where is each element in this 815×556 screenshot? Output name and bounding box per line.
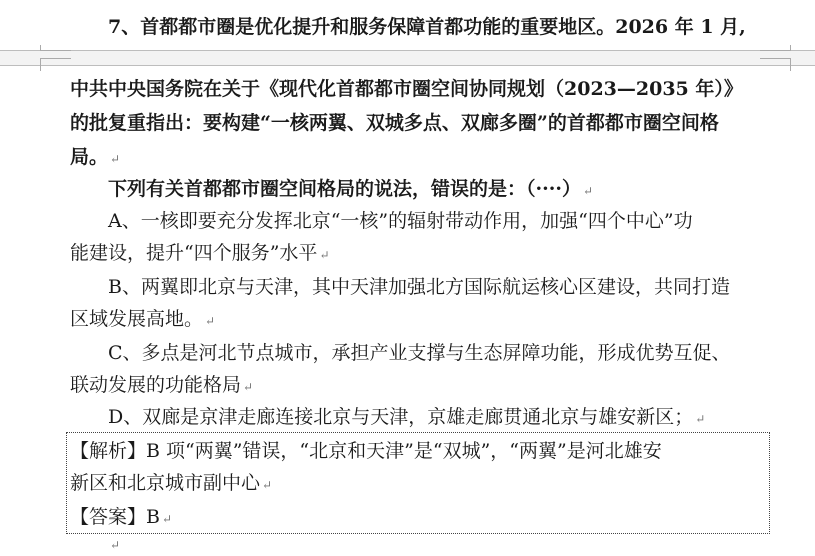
text: 中共中央国务院在关于《现代化首都都市圈空间协同规划（2023—2035 年）》 (70, 78, 743, 100)
question-intro-line-3 (70, 110, 719, 136)
margin-corner-bottom-right (760, 45, 791, 51)
text: 【解析】B 项“两翼”错误，“北京和天津”是“双城”，“两翼”是河北雄安 (70, 440, 662, 462)
text: 区域发展高地。 (70, 308, 204, 330)
option-a-line-1 (108, 208, 693, 234)
text: 局。 (70, 146, 109, 168)
text: 7、首都都市圈是优化提升和服务保障首都功能的重要地区。2026 年 1 月, (108, 16, 746, 38)
question-intro-line-2 (70, 76, 743, 102)
page-break-gap (0, 51, 815, 66)
text: B、两翼即北京与天津，其中天津加强北方国际航运核心区建设，共同打造 (108, 276, 730, 298)
question-intro-line-4 (70, 144, 120, 172)
option-a-line-2 (70, 240, 330, 268)
paragraph-mark: ↵ (110, 152, 121, 166)
paragraph-mark: ↵ (205, 314, 216, 328)
analysis-line-2 (70, 470, 272, 498)
text: 新区和北京城市副中心 (70, 472, 261, 494)
question-intro-line-1 (108, 14, 746, 40)
option-c-line-1 (108, 340, 731, 366)
text: 联动发展的功能格局 (70, 374, 242, 396)
text: D、双廊是京津走廊连接北京与天津，京雄走廊贯通北京与雄安新区； (108, 406, 694, 428)
margin-corner-top-left (40, 58, 71, 71)
paragraph-mark: ↵ (243, 380, 254, 394)
option-c-line-2 (70, 372, 253, 400)
paragraph-mark: ↵ (161, 512, 173, 526)
text: 下列有关首都都市圈空间格局的说法，错误的是：（····） (108, 178, 581, 200)
text: A、一核即要充分发挥北京“一核”的辐射带动作用，加强“四个中心”功 (108, 210, 693, 232)
margin-corner-top-right (760, 58, 791, 71)
paragraph-mark: ↵ (582, 184, 594, 198)
paragraph-mark: ↵ (110, 538, 121, 552)
analysis-line-1 (70, 438, 662, 464)
text: 能建设，提升“四个服务”水平 (70, 242, 318, 264)
option-d-line-1 (108, 404, 705, 432)
paragraph-mark: ↵ (319, 248, 330, 262)
option-b-line-1 (108, 274, 730, 300)
paragraph-mark: ↵ (695, 412, 706, 426)
option-b-line-2 (70, 306, 215, 334)
text: 的批复重指出：要构建“一核两翼、双城多点、双廊多圈”的首都都市圈空间格 (70, 112, 719, 134)
answer-line (70, 504, 172, 532)
text: 【答案】B (70, 506, 160, 528)
paragraph-mark: ↵ (262, 478, 273, 492)
text: C、多点是河北节点城市，承担产业支撑与生态屏障功能，形成优势互促、 (108, 342, 731, 364)
margin-corner-bottom-left (40, 45, 71, 51)
question-prompt (108, 176, 593, 204)
